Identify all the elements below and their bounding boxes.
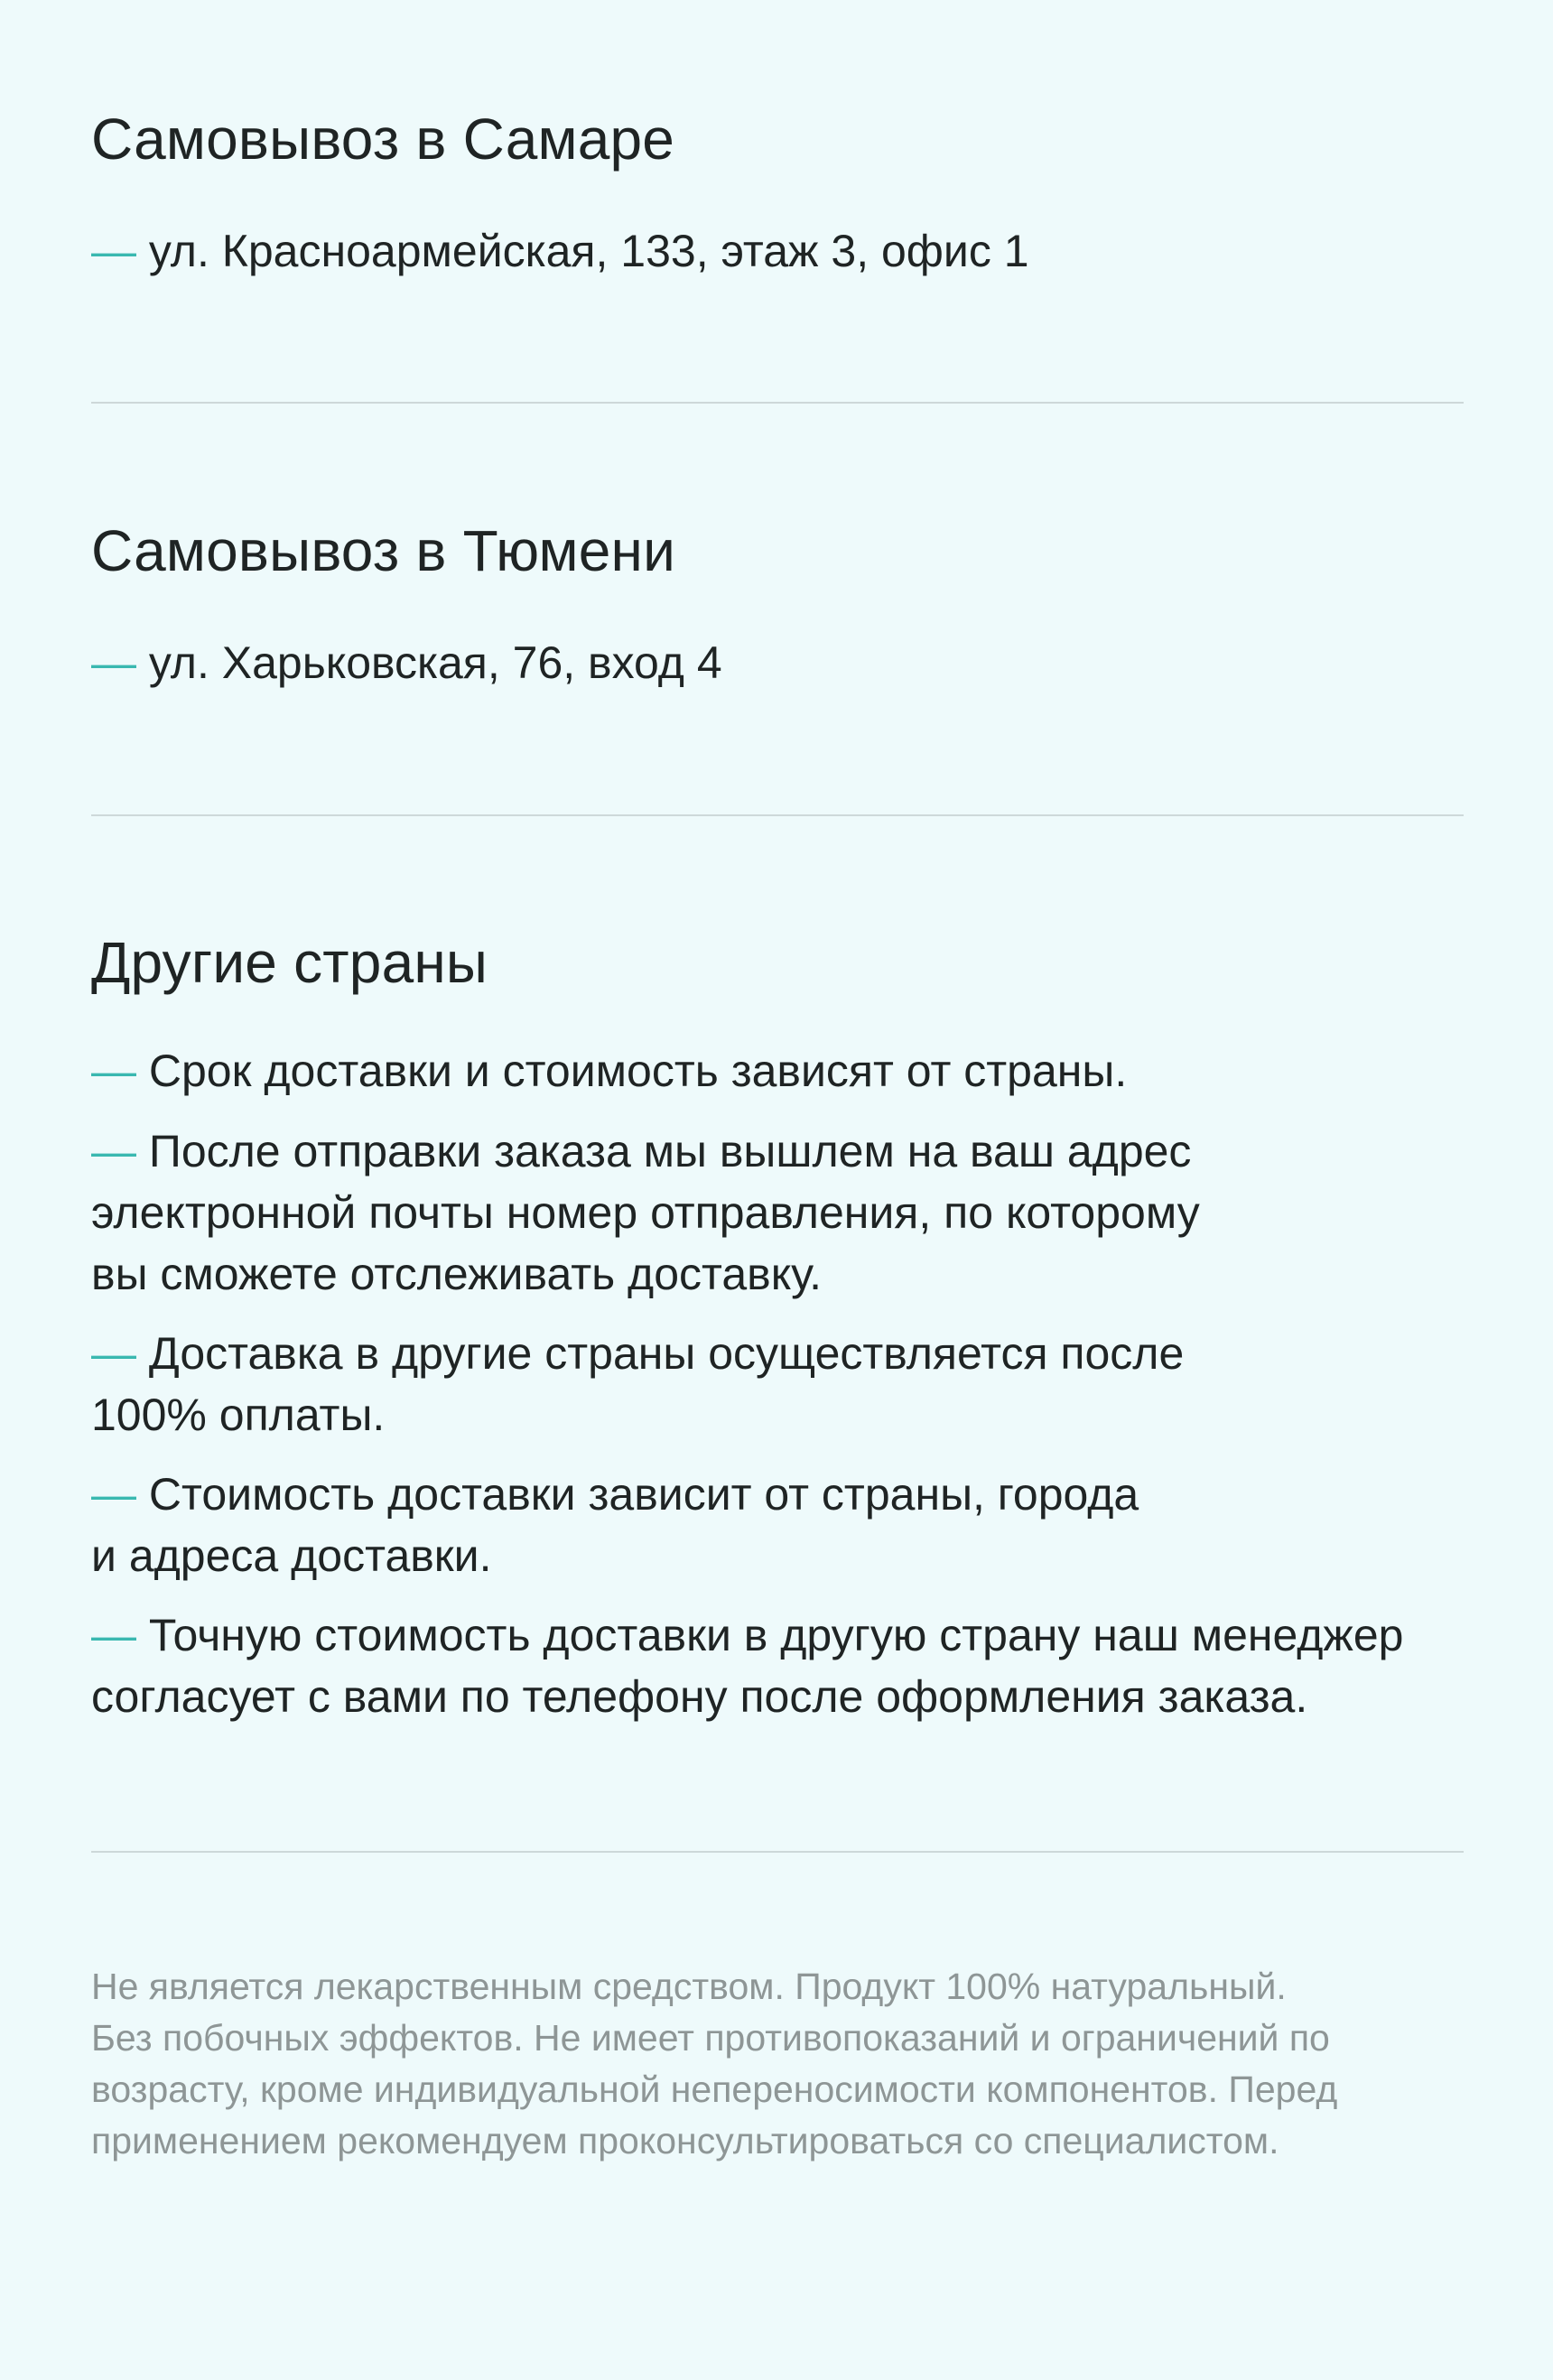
list-item — [91, 1464, 1482, 1525]
other-countries-list — [91, 1040, 1482, 1727]
divider — [91, 402, 1464, 404]
list-item-text: Стоимость доставки зависит от страны, города — [136, 1468, 1139, 1520]
divider — [91, 814, 1464, 816]
dash-marker: — — [91, 1609, 136, 1660]
list-item-text: Срок доставки и стоимость зависят от страны. — [136, 1045, 1128, 1096]
samara-address-text: ул. Красноармейская, 133, этаж 3, офис 1 — [136, 225, 1029, 276]
list-item — [91, 1604, 1482, 1666]
dash-marker: — — [91, 1327, 136, 1379]
list-item-continuation: согласует с вами по телефону после оформления заказа. — [91, 1670, 1308, 1722]
list-item-text: Доставка в другие страны осуществляется после — [136, 1327, 1185, 1379]
other-countries-section — [91, 930, 1482, 1727]
disclaimer-line: Не является лекарственным средством. Продукт 100% натуральный. — [91, 1966, 1287, 2007]
disclaimer-line: Без побочных эффектов. Не имеет противопоказаний и ограничений по — [91, 2017, 1330, 2059]
tyumen-section — [91, 518, 1482, 693]
list-item-continuation: 100% оплаты. — [91, 1389, 386, 1440]
list-item — [91, 1120, 1482, 1182]
dash-marker: — — [91, 1468, 136, 1520]
dash-marker: — — [91, 225, 136, 276]
other-countries-title: Другие страны — [91, 930, 488, 995]
list-item-continuation: вы сможете отслеживать доставку. — [91, 1248, 823, 1299]
dash-marker: — — [91, 637, 136, 688]
samara-title: Самовывоз в Самаре — [91, 107, 675, 172]
list-item — [91, 1323, 1482, 1384]
samara-section — [91, 107, 1482, 282]
tyumen-address — [91, 632, 1482, 693]
disclaimer-line: применением рекомендуем проконсультироваться со специалистом. — [91, 2120, 1279, 2162]
disclaimer-line: возрасту, кроме индивидуальной непереносимости компонентов. Перед — [91, 2069, 1338, 2110]
tyumen-title: Самовывоз в Тюмени — [91, 518, 676, 583]
tyumen-address-text: ул. Харьковская, 76, вход 4 — [136, 637, 722, 688]
samara-address — [91, 220, 1482, 282]
dash-marker: — — [91, 1045, 136, 1096]
list-item-text: После отправки заказа мы вышлем на ваш адрес — [136, 1125, 1192, 1176]
dash-marker: — — [91, 1125, 136, 1176]
list-item — [91, 1040, 1482, 1102]
disclaimer-text — [91, 1961, 1482, 2167]
list-item-continuation: электронной почты номер отправления, по которому — [91, 1186, 1200, 1238]
list-item-text: Точную стоимость доставки в другую страну наш менеджер — [136, 1609, 1404, 1660]
list-item-continuation: и адреса доставки. — [91, 1529, 492, 1581]
divider — [91, 1851, 1464, 1853]
